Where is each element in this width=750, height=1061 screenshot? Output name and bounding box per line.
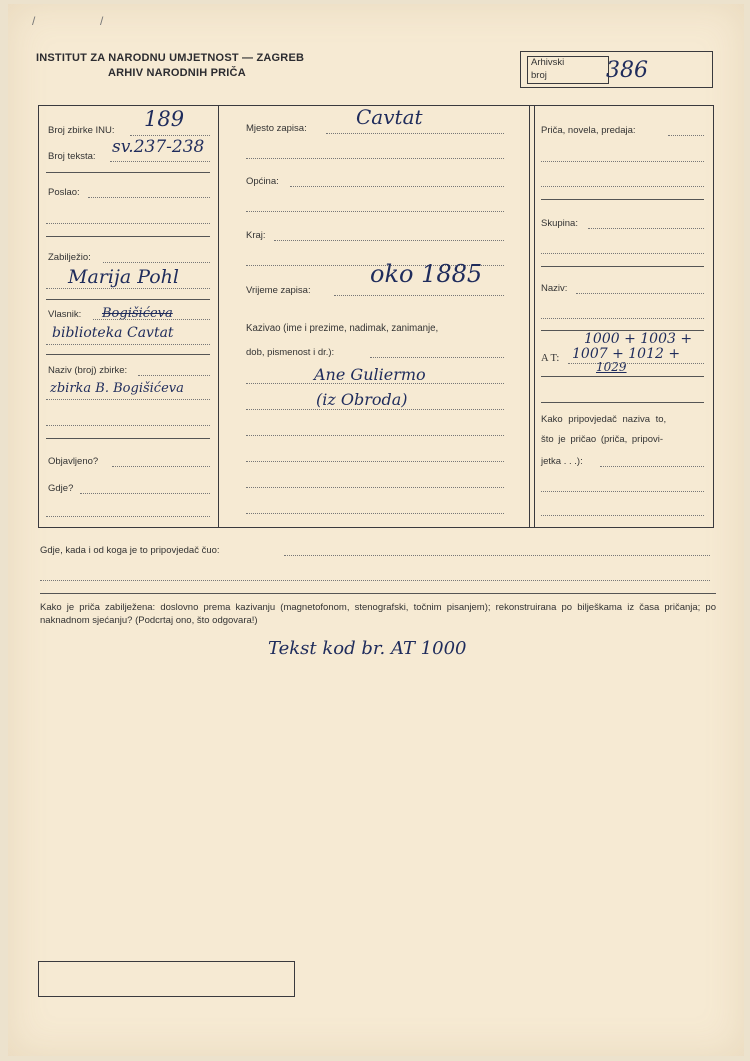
prica-label: Priča, novela, predaja: — [541, 125, 636, 136]
kako-naziva-line-2 — [541, 491, 704, 492]
skupina-line — [588, 228, 704, 229]
kazivao-label-2: dob, pismenost i dr.): — [246, 347, 335, 358]
naziv-line-2 — [541, 318, 704, 319]
at-value-3: 1029 — [596, 360, 627, 374]
divider-line — [46, 299, 210, 300]
archive-broj-label: broj — [531, 70, 547, 81]
prica-line — [668, 135, 704, 136]
column-divider-mid — [529, 105, 530, 528]
kako-naziva-label-3: jetka . . .): — [541, 456, 583, 467]
kazivao-line-6 — [246, 487, 504, 488]
gdje-kada-line-2 — [40, 580, 710, 581]
zabiljezio-value: Marija Pohl — [68, 266, 179, 288]
vrijeme-zapisa-label: Vrijeme zapisa: — [246, 285, 311, 296]
naziv-zbirke-label: Naziv (broj) zbirke: — [48, 365, 128, 376]
kako-naziva-line — [600, 466, 704, 467]
mjesto-zapisa-value: Cavtat — [356, 105, 423, 129]
poslao-line — [88, 197, 210, 198]
vrijeme-zapisa-value: oko 1885 — [370, 260, 483, 288]
gdje-label: Gdje? — [48, 483, 74, 494]
naziv-label: Naziv: — [541, 283, 568, 294]
divider-line — [541, 266, 704, 267]
divider-line — [46, 438, 210, 439]
naziv-line — [576, 293, 704, 294]
institute-title: INSTITUT ZA NARODNU UMJETNOST — ZAGREB — [36, 52, 305, 64]
column-divider-right — [534, 105, 535, 528]
kazivao-label: Kazivao (ime i prezime, nadimak, zanimanje, — [246, 323, 439, 334]
at-value-1: 1000 + 1003 + — [584, 331, 693, 347]
bottom-stamp-box — [38, 961, 295, 997]
kako-naziva-label-1: Kako pripovjedač naziva to, — [541, 414, 667, 425]
broj-zbirke-value: 189 — [144, 107, 185, 131]
kako-zabiljezena-text: Kako je priča zabilježena: doslovno prema kazivanju (magnetofonom, stenografski, točnim pisanjem); rekonstruirana po bilješkama iz časa pričanja; po naknadnom sjećanju? (Podcrtaj ono, što odgovara!) — [40, 602, 716, 626]
naziv-zbirke-line — [138, 375, 210, 376]
poslao-label: Poslao: — [48, 187, 80, 198]
divider-line — [541, 199, 704, 200]
vlasnik-line-2 — [46, 344, 210, 345]
vlasnik-label: Vlasnik: — [48, 309, 82, 320]
broj-zbirke-label: Broj zbirke INU: — [48, 125, 115, 136]
naziv-zbirke-value: zbirka B. Bogišićeva — [50, 381, 184, 396]
opcina-line — [290, 186, 504, 187]
broj-teksta-value: sv.237-238 — [112, 137, 205, 157]
section-divider — [40, 593, 716, 594]
zabiljezio-line-2 — [46, 288, 210, 289]
at-label: A T: — [541, 353, 560, 364]
skupina-label: Skupina: — [541, 218, 578, 229]
prica-line-3 — [541, 186, 704, 187]
naziv-zbirke-line-3 — [46, 425, 210, 426]
opcina-line-2 — [246, 211, 504, 212]
kazivao-line-7 — [246, 513, 504, 514]
gdje-kada-label: Gdje, kada i od koga je to pripovjedač čuo: — [40, 545, 220, 556]
kazivao-value-1: Ane Guliermo — [314, 365, 426, 384]
broj-teksta-line — [110, 161, 210, 162]
gdje-kada-line — [284, 555, 710, 556]
kazivao-line-3 — [246, 409, 504, 410]
archive-title: ARHIV NARODNIH PRIČA — [108, 67, 246, 79]
at-line — [568, 363, 704, 364]
mjesto-zapisa-label: Mjesto zapisa: — [246, 123, 307, 134]
divider-line — [541, 376, 704, 377]
gdje-line-2 — [46, 516, 210, 517]
divider-line — [46, 236, 210, 237]
kazivao-line-4 — [246, 435, 504, 436]
prica-line-2 — [541, 161, 704, 162]
paper-mark: / — [32, 14, 36, 28]
vlasnik-value-struck: Bogišićeva — [102, 306, 173, 321]
divider-line — [46, 172, 210, 173]
divider-line — [46, 354, 210, 355]
kazivao-line-2 — [246, 383, 504, 384]
at-value-2: 1007 + 1012 + — [572, 346, 681, 362]
archive-number-value: 386 — [606, 58, 648, 83]
kako-naziva-line-3 — [541, 515, 704, 516]
mjesto-zapisa-line — [326, 133, 504, 134]
gdje-line — [80, 493, 210, 494]
naziv-zbirke-line-2 — [46, 399, 210, 400]
broj-zbirke-line — [130, 135, 210, 136]
broj-teksta-label: Broj teksta: — [48, 151, 96, 162]
mjesto-line-2 — [246, 158, 504, 159]
kazivao-line — [370, 357, 504, 358]
zabiljezio-label: Zabilježio: — [48, 252, 91, 263]
vrijeme-zapisa-line — [334, 295, 504, 296]
kraj-line — [274, 240, 504, 241]
objavljeno-label: Objavljeno? — [48, 456, 99, 467]
objavljeno-line — [112, 466, 210, 467]
handwritten-note: Tekst kod br. AT 1000 — [268, 638, 467, 659]
zabiljezio-line — [103, 262, 210, 263]
paper-mark: / — [100, 14, 104, 28]
opcina-label: Općina: — [246, 176, 279, 187]
kako-naziva-label-2: što je pričao (priča, pripovi- — [541, 434, 664, 445]
divider-line — [541, 402, 704, 403]
kraj-label: Kraj: — [246, 230, 266, 241]
vlasnik-value: biblioteka Cavtat — [52, 325, 174, 341]
archive-label: Arhivski — [531, 57, 565, 68]
kazivao-value-2: (iz Obroda) — [316, 390, 408, 409]
poslao-line-2 — [46, 223, 210, 224]
column-divider-left — [218, 105, 219, 528]
kazivao-line-5 — [246, 461, 504, 462]
vlasnik-line — [93, 319, 210, 320]
skupina-line-2 — [541, 253, 704, 254]
archive-card — [8, 4, 744, 1056]
